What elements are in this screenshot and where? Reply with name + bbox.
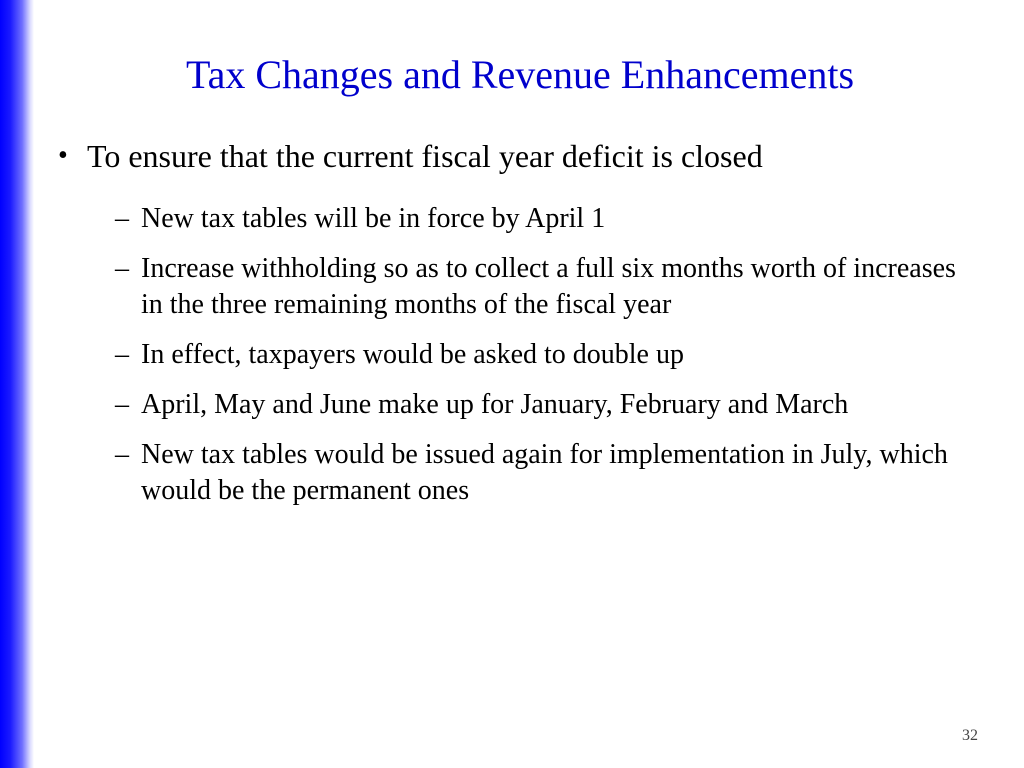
sub-bullet-item [115,337,964,373]
sub-bullet-item [115,437,964,509]
dash-icon: – [115,389,129,420]
dash-icon: – [115,253,129,284]
dash-icon: – [115,339,129,370]
sub-bullet-item [115,251,964,323]
main-bullet [58,136,964,176]
bullet-icon: • [58,140,68,171]
sub-bullet-list [115,201,964,509]
sub-bullet-item [115,201,964,237]
slide-title: Tax Changes and Revenue Enhancements [185,52,855,97]
page-number: 32 [962,727,978,744]
dash-icon: – [115,203,129,234]
dash-icon: – [115,439,129,470]
sub-bullet-text: In effect, taxpayers would be asked to double up [141,339,684,370]
decorative-side-bar [0,0,34,768]
sub-bullet-text: New tax tables will be in force by April 1 [141,203,606,234]
sub-bullet-text: Increase withholding so as to collect a full six months worth of increases in the three remaining months of the fiscal year [141,253,956,320]
sub-bullet-item [115,387,964,423]
slide-content [58,136,964,523]
sub-bullet-text: April, May and June make up for January, February and March [141,389,849,420]
main-bullet-text: To ensure that the current fiscal year deficit is closed [87,138,763,174]
sub-bullet-text: New tax tables would be issued again for implementation in July, which would be the permanent ones [141,439,948,506]
